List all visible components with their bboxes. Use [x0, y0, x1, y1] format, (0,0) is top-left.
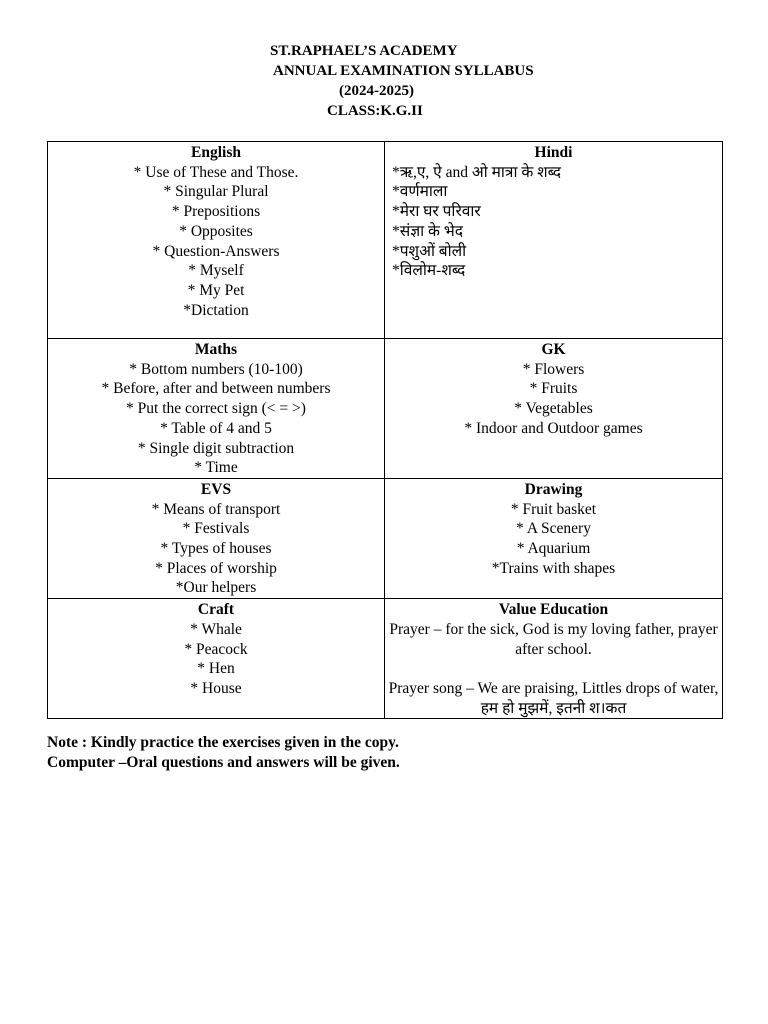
maths-item: * Bottom numbers (10-100) — [129, 360, 303, 378]
evs-item: * Types of houses — [160, 540, 272, 558]
drawing-item: * Fruit basket — [510, 500, 597, 518]
table-row — [48, 599, 723, 719]
table-row — [48, 339, 723, 479]
evs-cell — [48, 478, 385, 598]
gk-item: * Fruits — [529, 380, 578, 398]
drawing-cell — [385, 478, 723, 598]
maths-item: * Time — [194, 459, 238, 477]
english-title: English — [191, 144, 241, 161]
english-item: * Prepositions — [171, 203, 261, 221]
evs-item: * Places of worship — [155, 559, 277, 577]
maths-item: * Table of 4 and 5 — [160, 419, 272, 437]
hindi-item: *विलोम-शब्द — [392, 262, 466, 280]
craft-cell — [48, 599, 385, 719]
english-item: * Opposites — [179, 222, 253, 240]
hindi-title: Hindi — [534, 144, 573, 161]
english-item: * My Pet — [187, 281, 245, 299]
value-education-title: Value Education — [498, 601, 609, 619]
craft-title: Craft — [197, 601, 235, 619]
english-item: * Question-Answers — [152, 242, 280, 260]
english-item: * Use of These and Those. — [133, 163, 299, 181]
maths-item: * Single digit subtraction — [137, 439, 295, 457]
craft-item: * House — [190, 679, 242, 697]
hindi-cell — [385, 142, 723, 339]
maths-title: Maths — [194, 341, 238, 358]
evs-item: *Our helpers — [175, 579, 257, 597]
hindi-item: *ऋ,ए, ऐ and ओ मात्रा के शब्द — [392, 163, 562, 181]
hindi-list — [387, 163, 720, 281]
maths-item: * Before, after and between numbers — [101, 380, 331, 398]
english-item: *Dictation — [183, 301, 249, 319]
craft-item: * Whale — [190, 620, 242, 638]
hindi-item: *पशुओं बोली — [392, 242, 467, 260]
english-item: * Myself — [188, 262, 244, 280]
craft-item: * Hen — [197, 660, 235, 678]
english-item: * Singular Plural — [163, 183, 269, 201]
school-name: ST.RAPHAEL’S ACADEMY — [270, 43, 458, 59]
prayer-song-text: Prayer song – We are praising, Littles drops of water, हम हो मुझमें, इतनी श।कत — [388, 679, 719, 717]
gk-item: * Vegetables — [514, 400, 593, 418]
table-row — [48, 478, 723, 598]
evs-item: * Means of transport — [151, 500, 281, 518]
maths-cell — [48, 339, 385, 479]
craft-item: * Peacock — [184, 640, 248, 658]
gk-cell — [385, 339, 723, 479]
prayer-text: Prayer – for the sick, God is my loving father, prayer after school. — [389, 620, 718, 658]
gk-item: * Flowers — [522, 360, 585, 378]
note-line: Note : Kindly practice the exercises given in the copy. — [47, 734, 399, 751]
exam-title: ANNUAL EXAMINATION SYLLABUS — [273, 63, 534, 79]
syllabus-table — [47, 141, 723, 719]
spacer — [387, 659, 720, 679]
drawing-item: * Aquarium — [516, 540, 591, 558]
session-year: (2024-2025) — [339, 83, 414, 99]
gk-item: * Indoor and Outdoor games — [464, 419, 643, 437]
drawing-title: Drawing — [524, 480, 583, 498]
table-row — [48, 142, 723, 339]
hindi-item: *वर्णमाला — [392, 183, 448, 201]
evs-item: * Festivals — [182, 520, 250, 538]
maths-item: * Put the correct sign (< = >) — [126, 400, 306, 418]
drawing-item: *Trains with shapes — [491, 559, 616, 577]
evs-title: EVS — [200, 480, 232, 498]
class-name: CLASS:K.G.II — [327, 103, 423, 119]
value-education-cell — [385, 599, 723, 719]
gk-title: GK — [541, 341, 566, 358]
notes-section — [47, 733, 400, 772]
drawing-item: * A Scenery — [516, 520, 591, 538]
hindi-item: *मेरा घर परिवार — [392, 203, 481, 221]
computer-note-line: Computer –Oral questions and answers will be given. — [47, 753, 400, 771]
english-cell — [48, 142, 385, 339]
hindi-item: *संज्ञा के भेद — [392, 222, 463, 240]
